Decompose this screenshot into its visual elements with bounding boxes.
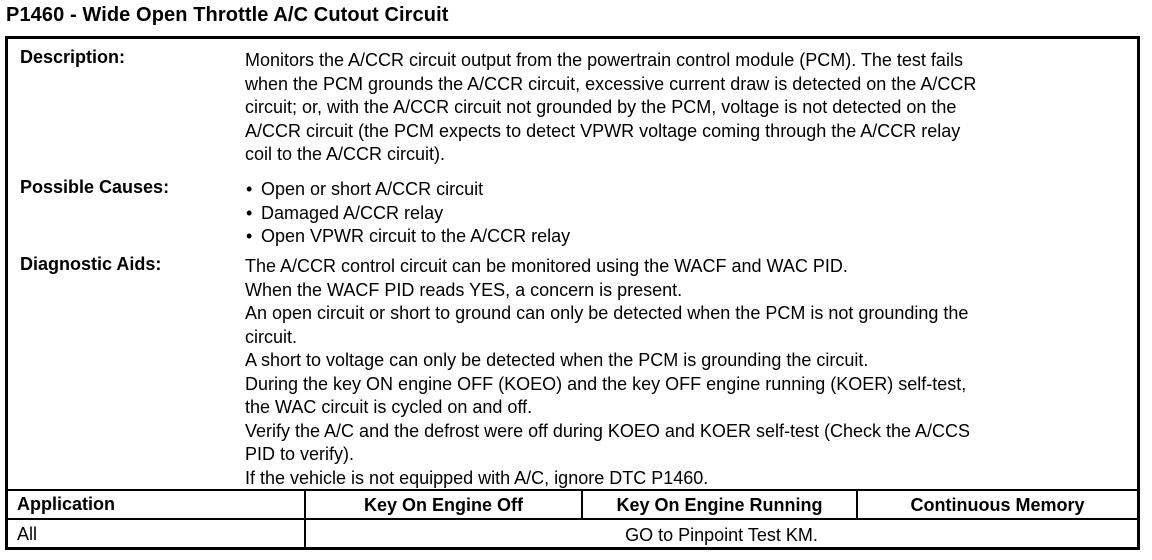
- header-application: Application: [17, 494, 115, 514]
- list-item: [245, 178, 1135, 202]
- table-row-divider: [8, 518, 1137, 520]
- header-koeo: Key On Engine Off: [363, 495, 523, 515]
- description-line: circuit; or, with the A/CCR circuit not grounded by the PCM, voltage is not detected on the: [245, 97, 957, 117]
- aids-line: An open circuit or short to ground can only be detected when the PCM is not grounding the: [245, 303, 969, 323]
- description-text: [245, 49, 1135, 167]
- aids-line: A short to voltage can only be detected when the PCM is grounding the circuit.: [245, 350, 869, 370]
- description-line: A/CCR circuit (the PCM expects to detect VPWR voltage coming through the A/CCR relay: [245, 120, 961, 141]
- diagnostic-aids-text: [245, 255, 1135, 490]
- possible-causes-list: [245, 178, 1135, 249]
- bullet-icon: •: [246, 226, 253, 246]
- aids-line: The A/CCR control circuit can be monitored using the WACF and WAC PID.: [245, 256, 848, 276]
- description-label: Description:: [20, 47, 126, 67]
- diagnostic-aids-label: Diagnostic Aids:: [20, 254, 162, 274]
- aids-line: Verify the A/C and the defrost were off during KOEO and KOER self-test (Check the A/CCS: [245, 420, 971, 441]
- page-title: P1460 - Wide Open Throttle A/C Cutout Circuit: [6, 4, 449, 26]
- description-line: Monitors the A/CCR circuit output from the powertrain control module (PCM). The test fails: [245, 50, 963, 70]
- dtc-info-frame: [5, 36, 1140, 550]
- aids-line: When the WACF PID reads YES, a concern is present.: [245, 279, 683, 300]
- aids-line: PID to verify).: [245, 444, 355, 464]
- cell-action: GO to Pinpoint Test KM.: [625, 525, 818, 545]
- cause-text: Open or short A/CCR circuit: [261, 179, 484, 199]
- cell-application: All: [17, 524, 38, 544]
- table-top-divider: [8, 489, 1137, 491]
- header-koer: Key On Engine Running: [616, 495, 823, 515]
- cause-text: Open VPWR circuit to the A/CCR relay: [261, 226, 571, 246]
- aids-line: the WAC circuit is cycled on and off.: [245, 397, 533, 417]
- aids-line: circuit.: [245, 326, 298, 347]
- description-line: when the PCM grounds the A/CCR circuit, excessive current draw is detected on the A/CCR: [245, 73, 977, 94]
- aids-line: If the vehicle is not equipped with A/C, ignore DTC P1460.: [245, 467, 709, 488]
- description-line: coil to the A/CCR circuit).: [245, 144, 446, 164]
- bullet-icon: •: [246, 179, 253, 199]
- bullet-icon: •: [246, 202, 253, 223]
- list-item: [245, 225, 1135, 249]
- possible-causes-label: Possible Causes:: [20, 177, 170, 197]
- aids-line: During the key ON engine OFF (KOEO) and the key OFF engine running (KOER) self-test,: [245, 373, 967, 394]
- cause-text: Damaged A/CCR relay: [261, 202, 444, 223]
- list-item: [245, 202, 1135, 226]
- header-continuous-memory: Continuous Memory: [910, 495, 1085, 515]
